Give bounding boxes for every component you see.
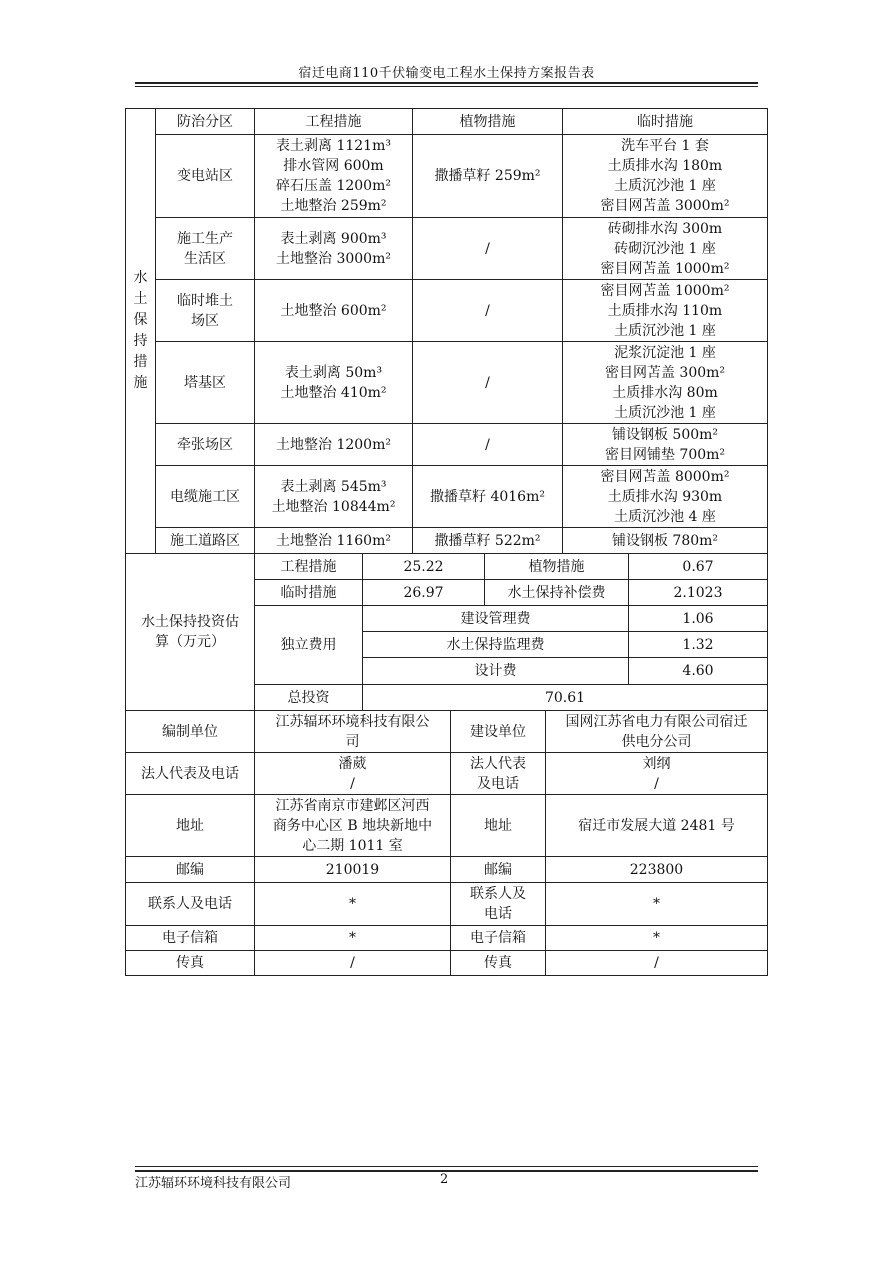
zone-plant xyxy=(412,217,563,280)
cell-text-line: 土质沉沙池 1 座 xyxy=(614,322,716,339)
zone-plant xyxy=(412,527,563,554)
zip-value: 210019 xyxy=(254,856,451,883)
zone-name xyxy=(155,134,255,218)
cell-text-line: 撒播草籽 259m² xyxy=(434,168,541,184)
cell-text-line: / xyxy=(485,302,490,319)
zip-label-2: 邮编 xyxy=(450,856,546,883)
plant-cost-value: 0.67 xyxy=(628,553,768,580)
zone-temporary xyxy=(562,465,768,528)
zone-engineering xyxy=(254,465,413,528)
cell-text-line: 土地整治 10844m² xyxy=(271,498,396,515)
address-value xyxy=(254,794,451,857)
zone-name xyxy=(155,423,255,466)
cell-text-line: 心二期 1011 室 xyxy=(302,837,403,854)
cell-text-line: 电话 xyxy=(484,906,512,922)
header-zone: 防治分区 xyxy=(155,108,255,135)
cell-text-line: 商务中心区 B 地块新地中 xyxy=(272,817,433,834)
legal-rep-label-2 xyxy=(450,752,546,795)
fax-label: 传真 xyxy=(125,950,255,976)
cell-text-line: 碎石压盖 1200m² xyxy=(276,178,391,194)
fax-value: / xyxy=(254,950,451,976)
cell-text-line: / xyxy=(485,436,490,453)
cell-text-line: 土质沉沙池 1 座 xyxy=(614,178,716,194)
temporary-cost-value: 26.97 xyxy=(362,579,485,606)
report-table xyxy=(125,108,768,976)
plant-cost-label: 植物措施 xyxy=(484,553,629,580)
header-rule-thin xyxy=(135,86,758,87)
management-fee-label: 建设管理费 xyxy=(362,605,629,632)
cell-text-line: 排水管网 600m xyxy=(283,158,384,174)
cell-text-line: / xyxy=(485,374,490,391)
cell-text-line: 供电分公司 xyxy=(621,733,692,750)
measures-section-label: 水土保持措施 xyxy=(125,108,156,554)
zone-plant xyxy=(412,134,563,218)
cell-text-line: 江苏辐环环境科技有限公 xyxy=(275,713,430,730)
cell-text-line: 土地整治 1200m² xyxy=(276,436,391,453)
management-fee-value: 1.06 xyxy=(628,605,768,632)
cell-text-line: 生活区 xyxy=(184,250,226,267)
zone-temporary xyxy=(562,527,768,554)
cell-text-line: 密目网苫盖 1000m² xyxy=(600,260,730,277)
header-plant: 植物措施 xyxy=(412,108,563,135)
cell-text-line: 刘纲 xyxy=(642,755,671,772)
total-investment-value: 70.61 xyxy=(362,684,768,711)
zone-name xyxy=(155,341,255,424)
zone-name xyxy=(155,217,255,280)
cell-text-line: / xyxy=(654,775,659,792)
email-value: * xyxy=(254,925,451,951)
zone-temporary xyxy=(562,279,768,342)
fax-label-2: 传真 xyxy=(450,950,546,976)
page-number: 2 xyxy=(440,1172,449,1187)
contact-value-2: * xyxy=(545,882,768,926)
design-fee-label: 设计费 xyxy=(362,657,629,685)
cell-text-line: 砖砌沉沙池 1 座 xyxy=(614,240,716,257)
cell-text-line: 撒播草籽 4016m² xyxy=(430,488,545,505)
fax-value-2: / xyxy=(545,950,768,976)
address-label-2: 地址 xyxy=(450,794,546,857)
cell-text-line: 土质沉沙池 1 座 xyxy=(614,404,716,421)
cell-text-line: / xyxy=(485,240,490,257)
cell-text-line: 铺设钢板 500m² xyxy=(611,426,719,443)
compensation-fee-value: 2.1023 xyxy=(628,579,768,606)
cell-text-line: 泥浆沉淀池 1 座 xyxy=(614,344,716,361)
cell-text-line: 撒播草籽 522m² xyxy=(434,532,541,549)
cell-text-line: 密目网苫盖 3000m² xyxy=(600,198,730,214)
cell-text-line: 塔基区 xyxy=(184,374,226,391)
zone-plant xyxy=(412,341,563,424)
zone-engineering xyxy=(254,341,413,424)
cell-text-line: 土质排水沟 180m xyxy=(607,158,723,174)
builder-label: 建设单位 xyxy=(450,710,546,753)
cell-text-line: 表土剥离 545m³ xyxy=(280,478,387,495)
cell-text-line: 铺设钢板 780m² xyxy=(611,532,719,549)
header-rule xyxy=(135,82,758,84)
zone-engineering xyxy=(254,279,413,342)
email-value-2: * xyxy=(545,925,768,951)
zone-name xyxy=(155,527,255,554)
cell-text-line: 土地整治 259m² xyxy=(280,198,387,214)
zone-temporary xyxy=(562,217,768,280)
email-label: 电子信箱 xyxy=(125,925,255,951)
engineering-cost-label: 工程措施 xyxy=(254,553,363,580)
design-fee-value: 4.60 xyxy=(628,657,768,685)
footer-company: 江苏辐环环境科技有限公司 xyxy=(135,1176,292,1191)
header-engineering: 工程措施 xyxy=(254,108,413,135)
zone-temporary xyxy=(562,134,768,218)
cell-text-line: 潘葳 xyxy=(338,755,367,772)
cell-text-line: 密目网苫盖 8000m² xyxy=(600,468,730,485)
cell-text-line: 密目网苫盖 1000m² xyxy=(600,282,730,299)
cell-text-line: 施工生产 xyxy=(177,230,233,247)
footer-rule-thin xyxy=(135,1166,758,1167)
legal-rep-label: 法人代表及电话 xyxy=(125,752,255,795)
cell-text-line: 算（万元） xyxy=(155,634,225,650)
cell-text-line: / xyxy=(350,775,355,792)
zip-value-2: 223800 xyxy=(545,856,768,883)
cell-text-line: 土质沉沙池 4 座 xyxy=(614,508,716,525)
zone-name xyxy=(155,465,255,528)
zone-temporary xyxy=(562,341,768,424)
zip-label: 邮编 xyxy=(125,856,255,883)
total-investment-label: 总投资 xyxy=(254,684,363,711)
cell-text-line: 密目网苫盖 300m² xyxy=(604,364,726,381)
page-header-title: 宿迁电商110千伏输变电工程水土保持方案报告表 xyxy=(298,66,595,81)
cell-text-line: 法人代表 xyxy=(470,755,526,772)
cell-text-line: 场区 xyxy=(191,312,219,329)
email-label-2: 电子信箱 xyxy=(450,925,546,951)
contact-label: 联系人及电话 xyxy=(125,882,255,926)
independent-cost-label: 独立费用 xyxy=(254,605,363,685)
address-label: 地址 xyxy=(125,794,255,857)
compiler-label: 编制单位 xyxy=(125,710,255,753)
zone-engineering xyxy=(254,217,413,280)
cell-text-line: 土地整治 600m² xyxy=(280,302,387,319)
cell-text-line: 土质排水沟 930m xyxy=(607,488,723,505)
compiler-value xyxy=(254,710,451,753)
zone-plant xyxy=(412,279,563,342)
contact-label-2 xyxy=(450,882,546,926)
cell-text-line: 砖砌排水沟 300m xyxy=(607,220,723,237)
cell-text-line: 洗车平台 1 套 xyxy=(621,138,709,154)
cell-text-line: 土地整治 410m² xyxy=(280,384,387,401)
address-value-2: 宿迁市发展大道 2481 号 xyxy=(545,794,768,857)
cell-text-line: 联系人及 xyxy=(470,886,526,902)
cell-text-line: 国网江苏省电力有限公司宿迁 xyxy=(565,713,748,730)
zone-plant xyxy=(412,423,563,466)
engineering-cost-value: 25.22 xyxy=(362,553,485,580)
cell-text-line: 表土剥离 50m³ xyxy=(284,364,383,381)
cell-text-line: 土质排水沟 80m xyxy=(612,384,718,401)
cell-text-line: 水土保持投资估 xyxy=(141,614,239,630)
contact-value: * xyxy=(254,882,451,926)
zone-engineering xyxy=(254,423,413,466)
builder-value xyxy=(545,710,768,753)
cell-text-line: 牵张场区 xyxy=(177,436,233,453)
cell-text-line: 土地整治 3000m² xyxy=(276,250,391,267)
compensation-fee-label: 水土保持补偿费 xyxy=(484,579,629,606)
temporary-cost-label: 临时措施 xyxy=(254,579,363,606)
cell-text-line: 司 xyxy=(345,733,360,750)
zone-engineering xyxy=(254,527,413,554)
cell-text-line: 密目网铺垫 700m² xyxy=(604,446,726,463)
cell-text-line: 临时堆土 xyxy=(177,292,233,309)
zone-temporary xyxy=(562,423,768,466)
zone-name xyxy=(155,279,255,342)
legal-rep-value-2 xyxy=(545,752,768,795)
cell-text-line: 电缆施工区 xyxy=(170,488,240,505)
cell-text-line: 土质排水沟 110m xyxy=(607,302,723,319)
legal-rep-value xyxy=(254,752,451,795)
zone-engineering xyxy=(254,134,413,218)
cell-text-line: 表土剥离 1121m³ xyxy=(276,138,391,154)
supervision-fee-label: 水土保持监理费 xyxy=(362,631,629,658)
cell-text-line: 江苏省南京市建邺区河西 xyxy=(275,797,430,814)
supervision-fee-value: 1.32 xyxy=(628,631,768,658)
investment-section-label xyxy=(125,553,255,711)
cell-text-line: 表土剥离 900m³ xyxy=(280,230,387,247)
cell-text-line: 及电话 xyxy=(477,775,519,792)
zone-plant xyxy=(412,465,563,528)
cell-text-line: 变电站区 xyxy=(177,168,233,184)
cell-text-line: 土地整治 1160m² xyxy=(276,532,391,549)
cell-text-line: 施工道路区 xyxy=(170,532,240,549)
header-temporary: 临时措施 xyxy=(562,108,768,135)
